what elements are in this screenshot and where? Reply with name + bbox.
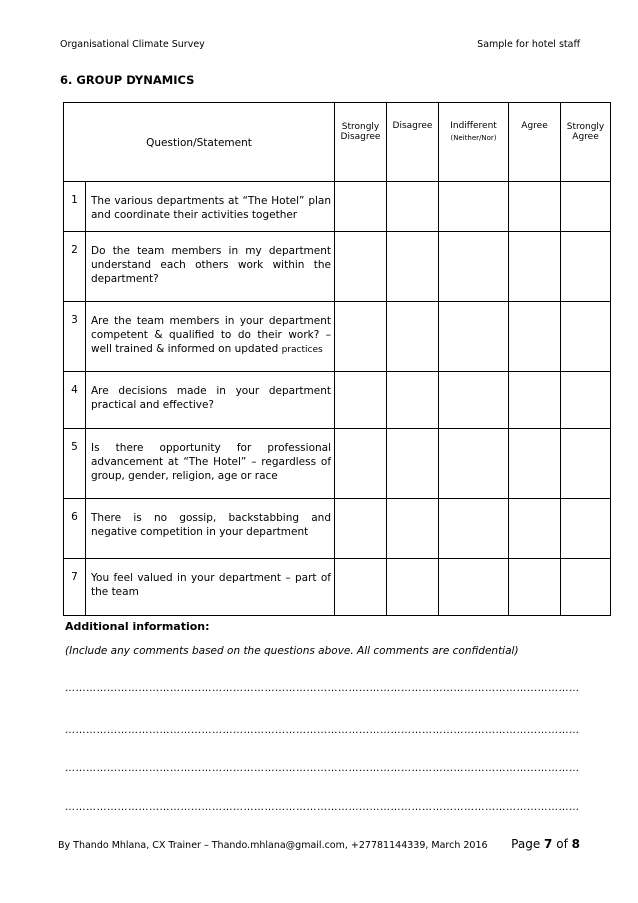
additional-info-title: Additional information:	[65, 620, 210, 633]
header-survey-title: Organisational Climate Survey	[60, 39, 205, 50]
response-cell-disagree[interactable]	[387, 372, 439, 429]
response-cell-disagree[interactable]	[387, 559, 439, 616]
question-text: You feel valued in your department – part of the team	[86, 559, 335, 616]
question-text: Are decisions made in your department practical and effective?	[86, 372, 335, 429]
response-cell-indifferent[interactable]	[439, 372, 509, 429]
response-cell-agree[interactable]	[509, 372, 561, 429]
response-cell-indifferent[interactable]	[439, 499, 509, 559]
response-cell-strongly-agree[interactable]	[561, 232, 611, 302]
response-cell-disagree[interactable]	[387, 232, 439, 302]
response-cell-disagree[interactable]	[387, 182, 439, 232]
response-cell-agree[interactable]	[509, 499, 561, 559]
row-number: 3	[64, 302, 86, 372]
survey-table	[63, 102, 611, 616]
header-sample-note: Sample for hotel staff	[477, 39, 580, 50]
row-number: 7	[64, 559, 86, 616]
response-cell-indifferent[interactable]	[439, 429, 509, 499]
column-header-indifferent-sub: (Neither/Nor)	[450, 134, 497, 142]
comment-line[interactable]: …………………………………………………………………………………………………………………………………	[65, 763, 580, 774]
comment-line[interactable]: …………………………………………………………………………………………………………………………………	[65, 683, 580, 694]
response-cell-strongly-agree[interactable]	[561, 302, 611, 372]
column-header-strongly-disagree: Strongly Disagree	[335, 103, 387, 182]
response-cell-indifferent[interactable]	[439, 302, 509, 372]
table-row	[64, 232, 611, 302]
question-text: The various departments at “The Hotel” plan and coordinate their activities together	[86, 182, 335, 232]
footer-author: By Thando Mhlana, CX Trainer – Thando.mhlana@gmail.com, +27781144339, March 2016	[58, 840, 488, 851]
response-cell-indifferent[interactable]	[439, 559, 509, 616]
response-cell-strongly-disagree[interactable]	[335, 372, 387, 429]
row-number: 2	[64, 232, 86, 302]
response-cell-agree[interactable]	[509, 232, 561, 302]
page-word: Page	[511, 837, 541, 851]
column-header-strongly-agree: Strongly Agree	[561, 103, 611, 182]
row-number: 6	[64, 499, 86, 559]
footer-page-number	[511, 837, 580, 851]
response-cell-strongly-disagree[interactable]	[335, 232, 387, 302]
table-row	[64, 302, 611, 372]
response-cell-strongly-disagree[interactable]	[335, 559, 387, 616]
response-cell-agree[interactable]	[509, 302, 561, 372]
response-cell-strongly-agree[interactable]	[561, 372, 611, 429]
response-cell-strongly-agree[interactable]	[561, 429, 611, 499]
response-cell-agree[interactable]	[509, 182, 561, 232]
response-cell-strongly-agree[interactable]	[561, 499, 611, 559]
page-of: of	[556, 837, 568, 851]
additional-info-note: (Include any comments based on the questions above. All comments are confidential)	[65, 645, 519, 657]
question-text: There is no gossip, backstabbing and negative competition in your department	[86, 499, 335, 559]
response-cell-disagree[interactable]	[387, 302, 439, 372]
table-row	[64, 429, 611, 499]
row-number: 4	[64, 372, 86, 429]
column-header-disagree: Disagree	[387, 103, 439, 182]
row-number: 5	[64, 429, 86, 499]
table-row	[64, 559, 611, 616]
question-text: Is there opportunity for professional advancement at “The Hotel” – regardless of group, gender, religion, age or race	[86, 429, 335, 499]
response-cell-indifferent[interactable]	[439, 182, 509, 232]
column-header-indifferent: Indifferent (Neither/Nor)	[439, 103, 509, 182]
response-cell-indifferent[interactable]	[439, 232, 509, 302]
question-text: Do the team members in my department understand each others work within the department?	[86, 232, 335, 302]
table-row	[64, 182, 611, 232]
response-cell-strongly-disagree[interactable]	[335, 182, 387, 232]
page-current: 7	[544, 837, 553, 851]
column-header-agree: Agree	[509, 103, 561, 182]
response-cell-strongly-agree[interactable]	[561, 559, 611, 616]
response-cell-strongly-agree[interactable]	[561, 182, 611, 232]
question-text-tail: practices	[281, 345, 323, 355]
section-title: 6. GROUP DYNAMICS	[60, 73, 195, 87]
response-cell-agree[interactable]	[509, 429, 561, 499]
response-cell-strongly-disagree[interactable]	[335, 302, 387, 372]
comment-line[interactable]: …………………………………………………………………………………………………………………………………	[65, 802, 580, 813]
table-header-row	[64, 103, 611, 182]
response-cell-strongly-disagree[interactable]	[335, 429, 387, 499]
response-cell-disagree[interactable]	[387, 499, 439, 559]
table-row	[64, 499, 611, 559]
comment-line[interactable]: …………………………………………………………………………………………………………………………………	[65, 725, 580, 736]
question-column-header: Question/Statement	[64, 103, 335, 182]
table-row	[64, 372, 611, 429]
page-total: 8	[571, 837, 580, 851]
row-number: 1	[64, 182, 86, 232]
response-cell-disagree[interactable]	[387, 429, 439, 499]
question-text: Are the team members in your department competent & qualified to do their work? – well trained & informed on updated practices	[86, 302, 335, 372]
response-cell-strongly-disagree[interactable]	[335, 499, 387, 559]
response-cell-agree[interactable]	[509, 559, 561, 616]
